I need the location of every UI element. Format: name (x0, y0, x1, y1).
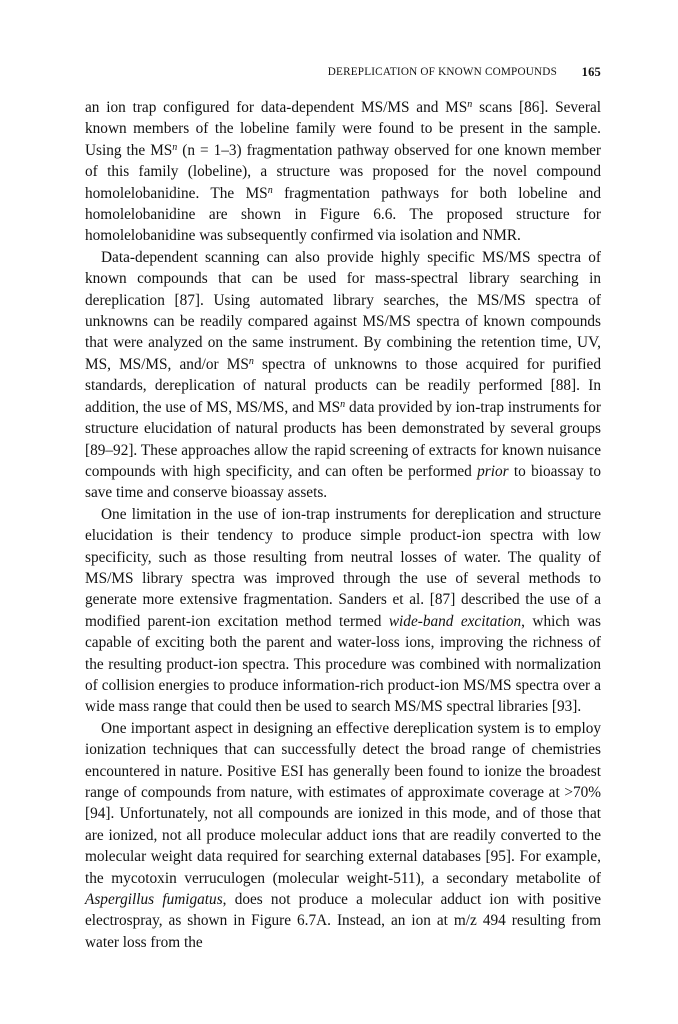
text-run: data provided by ion-trap instruments for structure elucidation of natural products has been demonstrated by several groups [89–92]. These approaches allow the rapid screening of extracts for known nuisance compounds with high specificity, and can often be performed (85, 398, 601, 480)
text-run: Data-dependent scanning can also provide highly specific MS/MS spectra of known compounds that can be used for mass-spectral library searching in dereplication [87]. Using automated library searches, the MS/MS spectra of unknowns can be readily compared against MS/MS spectra of known compounds that were analyzed on the same instrument. By combining the retention time, UV, MS, MS/MS, and/or MS (85, 248, 601, 373)
italic-text: wide-band excitation (388, 612, 522, 630)
running-head-title: DEREPLICATION OF KNOWN COMPOUNDS (327, 66, 557, 78)
superscript: n (248, 355, 254, 367)
text-run: fragmentation pathways for both lobeline and homolelobanidine are shown in Figure 6.6. The proposed structure for homolelobanidine was subsequently confirmed via isolation and NMR. (85, 184, 601, 245)
italic-text: prior (477, 462, 509, 480)
italic-text: Aspergillus fumigatus (85, 891, 223, 909)
paragraph-2 (85, 247, 601, 504)
text-run: to bioassay to save time and conserve bioassay assets. (85, 462, 601, 502)
superscript: n (172, 141, 178, 153)
superscript: n (340, 398, 346, 410)
text-run: an ion trap configured for data-dependent MS/MS and MS (85, 99, 468, 116)
superscript: n (267, 184, 273, 196)
running-head (85, 62, 601, 82)
book-page (85, 62, 601, 953)
text-run: , which was capable of exciting both the parent and water-loss ions, improving the richness of the resulting product-ion spectra. This procedure was combined with normalization of collision energies to produce information-rich product-ion MS/MS spectra over a wide mass range that could then be used to search MS/MS spectral libraries [93]. (85, 612, 601, 716)
text-run: One limitation in the use of ion-trap instruments for dereplication and structure elucidation is their tendency to produce simple product-ion spectra with low specificity, such as those resulting from neutral losses of water. The quality of MS/MS library spectra was improved through the use of several methods to generate more extensive fragmentation. Sanders et al. [87] described the use of a modified parent-ion excitation method termed (85, 505, 601, 630)
text-run: scans [86]. Several known members of the lobeline family were found to be present in the sample. Using the MS (85, 99, 601, 159)
paragraph-1 (85, 97, 601, 247)
text-run: spectra of unknowns to those acquired for purified standards, dereplication of natural products can be readily performed [88]. In addition, the use of MS, MS/MS, and MS (85, 355, 601, 416)
text-run: One important aspect in designing an effective dereplication system is to employ ionization techniques that can successfully detect the broad range of chemistries encountered in nature. Positive ESI has generally been found to ionize the broadest range of compounds from nature, with estimates of approximate coverage at >70% [94]. Unfortunately, not all compounds are ionized in this mode, and of those that are ionized, not all produce molecular adduct ions that are readily converted to the molecular weight data required for searching external databases [95]. For example, the mycotoxin verruculogen (molecular weight-511), a secondary metabolite of (85, 719, 601, 887)
text-run: (n = 1–3) fragmentation pathway observed for one known member of this family (lobeline), a structure was proposed for the novel compound homolelobanidine. The MS (85, 141, 601, 202)
text-run: , does not produce a molecular adduct ion with positive electrospray, as shown in Figure 6.7A. Instead, an ion at m/z 494 resulting from water loss from the (85, 891, 602, 951)
paragraph-3 (85, 504, 601, 718)
body-text (85, 97, 601, 953)
paragraph-4 (85, 718, 601, 953)
superscript: n (467, 99, 473, 110)
page-number: 165 (581, 65, 601, 79)
